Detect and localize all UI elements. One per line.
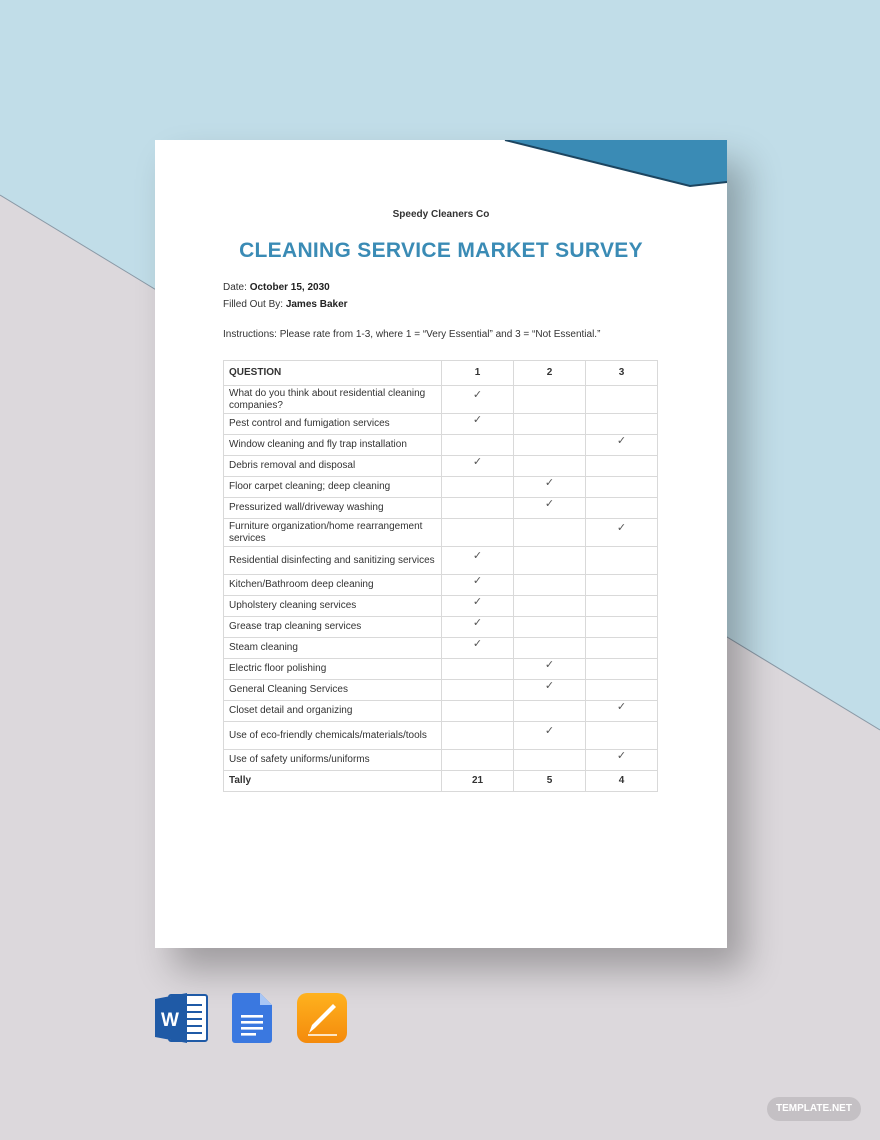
check-mark-icon: ✓ xyxy=(616,522,627,534)
question-cell: General Cleaning Services xyxy=(224,680,442,701)
check-mark-icon: ✓ xyxy=(472,455,483,468)
rating-3-cell xyxy=(586,519,658,547)
rating-3-cell xyxy=(586,547,658,575)
check-mark-icon: ✓ xyxy=(472,616,483,629)
question-cell: What do you think about residential cleaning companies? xyxy=(224,386,442,414)
rating-1-cell xyxy=(442,519,514,547)
rating-2-cell xyxy=(514,575,586,596)
rating-2-cell xyxy=(514,414,586,435)
table-row xyxy=(224,456,658,477)
template-net-badge: TEMPLATE.NET xyxy=(767,1097,861,1121)
rating-2-cell xyxy=(514,519,586,547)
rating-1-cell xyxy=(442,596,514,617)
rating-1-cell xyxy=(442,722,514,750)
rating-1-cell xyxy=(442,414,514,435)
check-mark-icon: ✓ xyxy=(616,434,627,447)
table-row xyxy=(224,596,658,617)
tally-value-2: 5 xyxy=(514,771,586,792)
table-row xyxy=(224,414,658,435)
question-cell: Floor carpet cleaning; deep cleaning xyxy=(224,477,442,498)
table-row xyxy=(224,617,658,638)
rating-3-cell xyxy=(586,680,658,701)
check-mark-icon: ✓ xyxy=(472,574,483,587)
document-title: CLEANING SERVICE MARKET SURVEY xyxy=(239,239,643,262)
rating-1-cell xyxy=(442,386,514,414)
rating-3-cell xyxy=(586,659,658,680)
header-question: QUESTION xyxy=(224,361,442,386)
table-row xyxy=(224,435,658,456)
rating-2-cell xyxy=(514,680,586,701)
rating-1-cell xyxy=(442,547,514,575)
instructions: Instructions: Please rate from 1-3, where 1 = “Very Essential” and 3 = “Not Essential.” xyxy=(223,329,601,340)
rating-2-cell xyxy=(514,456,586,477)
question-cell: Furniture organization/home rearrangement services xyxy=(224,519,442,547)
question-cell: Steam cleaning xyxy=(224,638,442,659)
header-rating-2: 2 xyxy=(514,361,586,386)
question-cell: Use of eco-friendly chemicals/materials/tools xyxy=(224,722,442,750)
date-value: October 15, 2030 xyxy=(249,282,330,293)
table-row xyxy=(224,386,658,414)
tally-row xyxy=(224,771,658,792)
rating-3-cell xyxy=(586,617,658,638)
rating-1-cell xyxy=(442,435,514,456)
question-cell: Closet detail and organizing xyxy=(224,701,442,722)
rating-1-cell xyxy=(442,575,514,596)
rating-3-cell xyxy=(586,575,658,596)
tally-value-3: 4 xyxy=(586,771,658,792)
rating-2-cell xyxy=(514,638,586,659)
check-mark-icon: ✓ xyxy=(544,658,555,671)
rating-1-cell xyxy=(442,617,514,638)
word-icon xyxy=(155,993,209,1043)
check-mark-icon: ✓ xyxy=(472,637,483,650)
rating-3-cell xyxy=(586,722,658,750)
table-row xyxy=(224,547,658,575)
question-cell: Pressurized wall/driveway washing xyxy=(224,498,442,519)
rating-3-cell xyxy=(586,456,658,477)
rating-2-cell xyxy=(514,498,586,519)
question-cell: Use of safety uniforms/uniforms xyxy=(224,750,442,771)
table-row xyxy=(224,722,658,750)
check-mark-icon: ✓ xyxy=(472,389,483,401)
rating-2-cell xyxy=(514,547,586,575)
rating-2-cell xyxy=(514,659,586,680)
question-cell: Debris removal and disposal xyxy=(224,456,442,477)
question-cell: Grease trap cleaning services xyxy=(224,617,442,638)
rating-3-cell xyxy=(586,435,658,456)
check-mark-icon: ✓ xyxy=(472,413,483,426)
question-cell: Window cleaning and fly trap installation xyxy=(224,435,442,456)
rating-1-cell xyxy=(442,477,514,498)
corner-ribbon xyxy=(155,140,727,200)
tally-value-1: 21 xyxy=(442,771,514,792)
rating-2-cell xyxy=(514,701,586,722)
rating-2-cell xyxy=(514,750,586,771)
question-cell: Kitchen/Bathroom deep cleaning xyxy=(224,575,442,596)
rating-3-cell xyxy=(586,596,658,617)
rating-2-cell xyxy=(514,596,586,617)
rating-1-cell xyxy=(442,498,514,519)
rating-2-cell xyxy=(514,386,586,414)
rating-3-cell xyxy=(586,477,658,498)
table-row xyxy=(224,498,658,519)
rating-1-cell xyxy=(442,680,514,701)
header-rating-3: 3 xyxy=(586,361,658,386)
rating-1-cell xyxy=(442,750,514,771)
date-label: Date: xyxy=(223,282,247,293)
company-name: Speedy Cleaners Co xyxy=(392,209,490,220)
rating-1-cell xyxy=(442,701,514,722)
rating-2-cell xyxy=(514,617,586,638)
rating-2-cell xyxy=(514,477,586,498)
check-mark-icon: ✓ xyxy=(616,700,627,713)
rating-1-cell xyxy=(442,638,514,659)
check-mark-icon: ✓ xyxy=(616,749,627,762)
filled-by-value: James Baker xyxy=(285,299,348,310)
question-cell: Pest control and fumigation services xyxy=(224,414,442,435)
table-row xyxy=(224,659,658,680)
table-row xyxy=(224,519,658,547)
google-docs-icon xyxy=(232,993,272,1043)
pages-icon xyxy=(297,993,347,1043)
table-row xyxy=(224,701,658,722)
check-mark-icon: ✓ xyxy=(472,595,483,608)
date-line xyxy=(223,282,330,293)
table-row xyxy=(224,680,658,701)
survey-table xyxy=(223,360,658,792)
check-mark-icon: ✓ xyxy=(544,476,555,489)
word-letter: W xyxy=(161,1010,179,1031)
rating-3-cell xyxy=(586,638,658,659)
rating-3-cell xyxy=(586,386,658,414)
check-mark-icon: ✓ xyxy=(472,550,483,562)
rating-1-cell xyxy=(442,659,514,680)
table-header-row xyxy=(224,361,658,386)
question-cell: Upholstery cleaning services xyxy=(224,596,442,617)
check-mark-icon: ✓ xyxy=(544,679,555,692)
rating-2-cell xyxy=(514,722,586,750)
tally-label: Tally xyxy=(224,771,442,792)
rating-3-cell xyxy=(586,498,658,519)
rating-3-cell xyxy=(586,701,658,722)
question-cell: Residential disinfecting and sanitizing services xyxy=(224,547,442,575)
filled-by-label: Filled Out By: xyxy=(223,299,284,310)
question-cell: Electric floor polishing xyxy=(224,659,442,680)
filled-by-line xyxy=(223,299,348,310)
table-row xyxy=(224,638,658,659)
document-page xyxy=(155,140,727,948)
rating-3-cell xyxy=(586,414,658,435)
check-mark-icon: ✓ xyxy=(544,497,555,510)
table-row xyxy=(224,477,658,498)
table-row xyxy=(224,750,658,771)
rating-3-cell xyxy=(586,750,658,771)
header-rating-1: 1 xyxy=(442,361,514,386)
rating-2-cell xyxy=(514,435,586,456)
check-mark-icon: ✓ xyxy=(544,725,555,737)
table-row xyxy=(224,575,658,596)
rating-1-cell xyxy=(442,456,514,477)
